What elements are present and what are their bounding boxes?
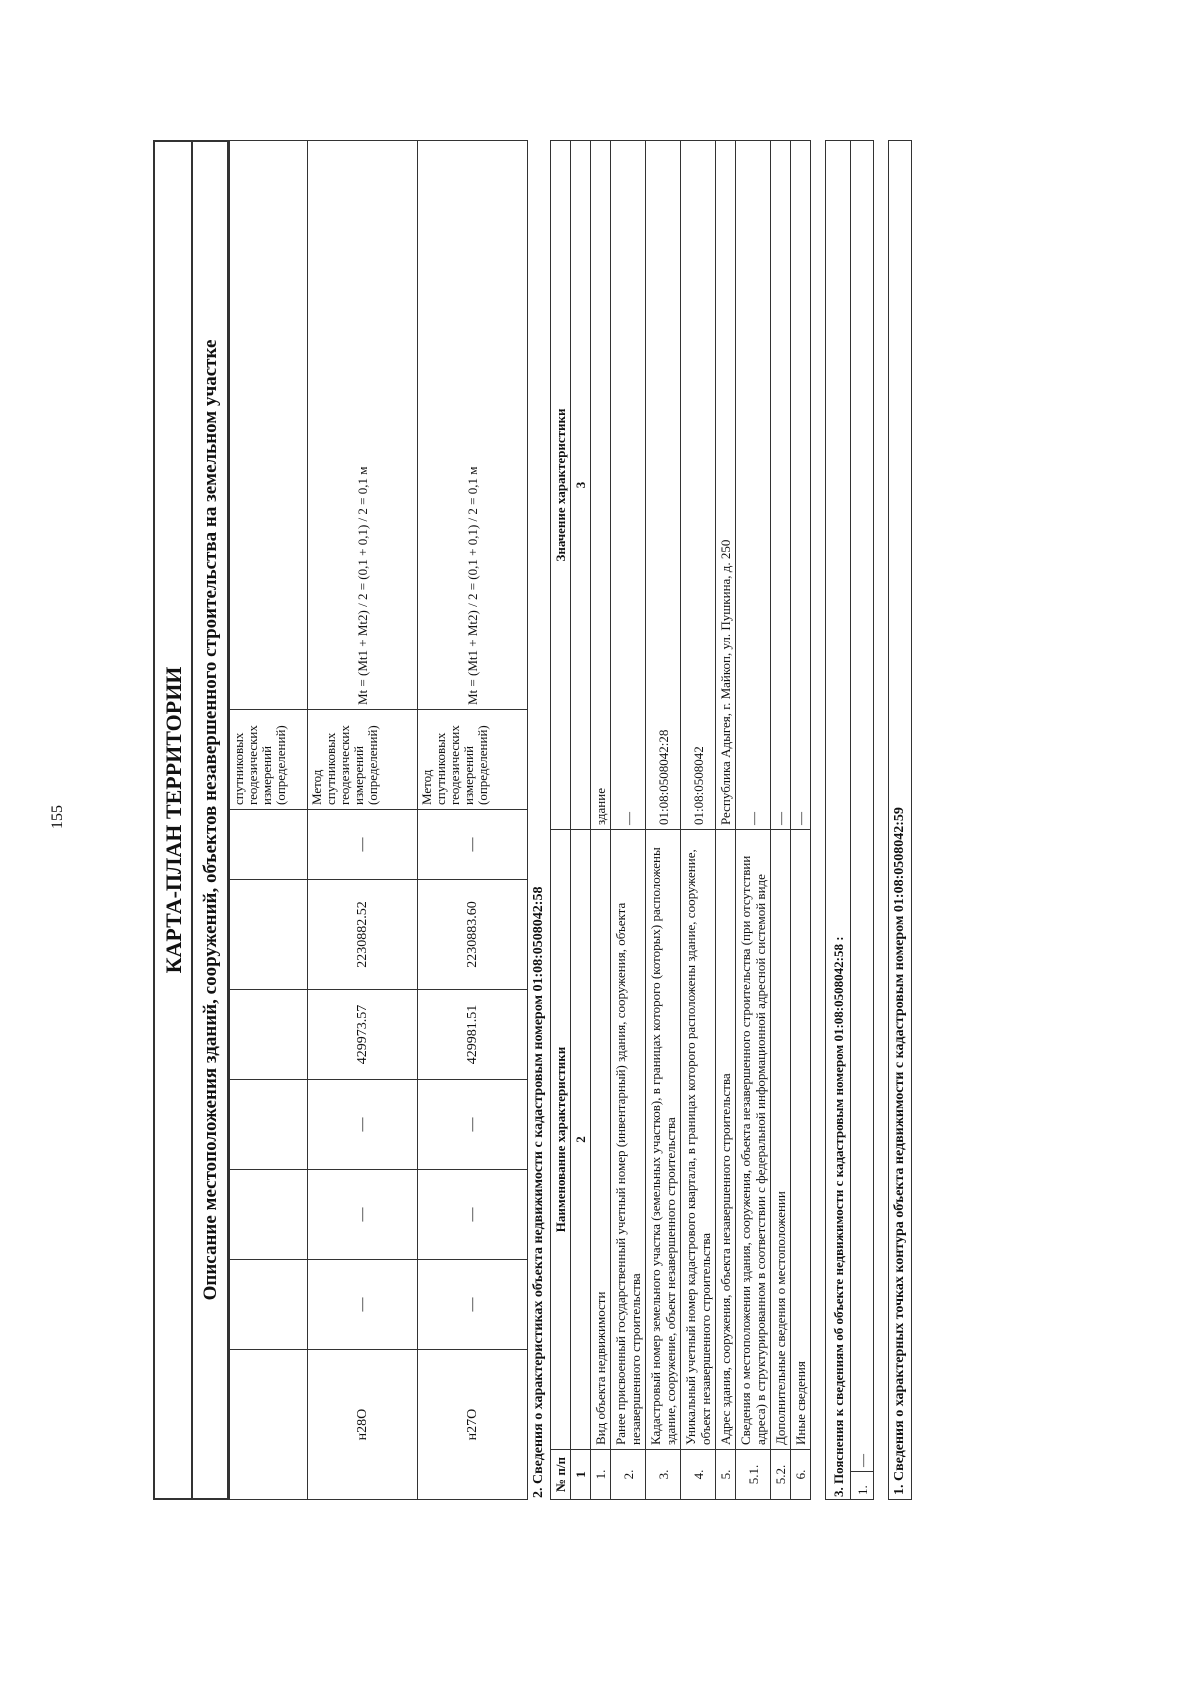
coord-y: 2230883.60 xyxy=(418,880,528,990)
char-row xyxy=(591,141,611,1500)
method-cell: Метод спутниковых геодезических измерений (определений) xyxy=(418,710,528,810)
method-cell: спутниковых геодезических измерений (определений) xyxy=(230,710,308,810)
page-number: 155 xyxy=(49,805,66,829)
char-value: — xyxy=(791,141,811,830)
char-row xyxy=(736,141,771,1500)
char-value: Республика Адыгея, г. Майкоп, ул. Пушкина, д. 250 xyxy=(716,141,736,830)
char-value: 01:08:0508042 xyxy=(681,141,716,830)
char-name: Вид объекта недвижимости xyxy=(591,830,611,1450)
document-subtitle: Описание местоположения зданий, сооружений, объектов незавершенного строительства на земельном участке xyxy=(192,141,228,1499)
char-row xyxy=(716,141,736,1500)
char-number: 4. xyxy=(681,1450,716,1500)
char-name: Кадастровый номер земельного участка (земельных участков), в границах которого (которых) расположены здание, сооружение, объект незавершенного строительства xyxy=(646,830,681,1450)
title-table xyxy=(153,140,229,1500)
explanation-number: 1. xyxy=(851,1472,874,1500)
char-value: — xyxy=(771,141,791,830)
cell-dash: — xyxy=(308,810,418,880)
points-header-row xyxy=(230,141,308,1500)
char-value: здание xyxy=(591,141,611,830)
char-row xyxy=(791,141,811,1500)
char-header-row xyxy=(551,141,571,1500)
char-number: 2. xyxy=(611,1450,646,1500)
cell-dash: — xyxy=(308,1260,418,1350)
explanation-text: — xyxy=(851,141,874,1472)
section2-title: 2. Сведения о характеристиках объекта недвижимости с кадастровым номером 01:08:0508042:58 xyxy=(531,886,546,1498)
char-name: Адрес здания, сооружения, объекта незавершенного строительства xyxy=(716,830,736,1450)
point-name: н27О xyxy=(418,1350,528,1500)
coord-y: 2230882.52 xyxy=(308,880,418,990)
cell-dash: — xyxy=(418,1260,528,1350)
explanation-row xyxy=(851,141,874,1500)
cell-dash: — xyxy=(308,1170,418,1260)
char-name: Дополнительные сведения о местоположении xyxy=(771,830,791,1450)
point-row xyxy=(418,141,528,1500)
col-number: 3 xyxy=(571,141,591,830)
cell-dash: — xyxy=(418,1170,528,1260)
char-row xyxy=(646,141,681,1500)
char-name: Ранее присвоенный государственный учетный номер (инвентарный) здания, сооружения, объекта незавершенного строительства xyxy=(611,830,646,1450)
point-name: н28О xyxy=(308,1350,418,1500)
points-table xyxy=(229,140,528,1500)
coord-x: 429981.51 xyxy=(418,990,528,1080)
explanations-table xyxy=(825,140,874,1500)
char-number: 5.1. xyxy=(736,1450,771,1500)
char-value: — xyxy=(736,141,771,830)
char-row xyxy=(771,141,791,1500)
header-value: Значение характеристики xyxy=(551,141,571,830)
header-number: № п/п xyxy=(551,1450,571,1500)
characteristics-table xyxy=(550,140,811,1500)
char-row xyxy=(611,141,646,1500)
section3-title: 3. Пояснения к сведениям об объекте недвижимости с кадастровым номером 01:08:0508042:58 : xyxy=(826,141,851,1500)
section1-title: 1. Сведения о характерных точках контура объекта недвижимости с кадастровым номером 01:08:0508042:59 xyxy=(888,140,912,1500)
char-number: 6. xyxy=(791,1450,811,1500)
cell-dash: — xyxy=(418,810,528,880)
header-name: Наименование характеристики xyxy=(551,830,571,1450)
char-number: 1. xyxy=(591,1450,611,1500)
char-number: 5.2. xyxy=(771,1450,791,1500)
col-number: 2 xyxy=(571,830,591,1450)
char-number: 3. xyxy=(646,1450,681,1500)
method-cell: Метод спутниковых геодезических измерений (определений) xyxy=(308,710,418,810)
coord-x: 429973.57 xyxy=(308,990,418,1080)
char-value: — xyxy=(611,141,646,830)
col-number-row xyxy=(571,141,591,1500)
char-value: 01:08:0508042:28 xyxy=(646,141,681,830)
char-number: 5. xyxy=(716,1450,736,1500)
char-name: Уникальный учетный номер кадастрового квартала, в границах которого расположены здание, сооружение, объект незавершенного строительства xyxy=(681,830,716,1450)
document-title: КАРТА-ПЛАН ТЕРРИТОРИИ xyxy=(154,141,192,1499)
accuracy-formula: Mt = (Mt1 + Mt2) / 2 = (0,1 + 0,1) / 2 = 0,1 м xyxy=(418,141,528,710)
col-number: 1 xyxy=(571,1450,591,1500)
char-name: Иные сведения xyxy=(791,830,811,1450)
point-row xyxy=(308,141,418,1500)
rotated-sheet xyxy=(153,140,1043,1500)
char-name: Сведения о местоположении здания, сооружения, объекта незавершенного строительства (при отсутствии адреса) в структурированном в соответствии с федеральной информационной адресной системой виде xyxy=(736,830,771,1450)
accuracy-formula: Mt = (Mt1 + Mt2) / 2 = (0,1 + 0,1) / 2 = 0,1 м xyxy=(308,141,418,710)
cell-dash: — xyxy=(418,1080,528,1170)
cell-dash: — xyxy=(308,1080,418,1170)
char-row xyxy=(681,141,716,1500)
